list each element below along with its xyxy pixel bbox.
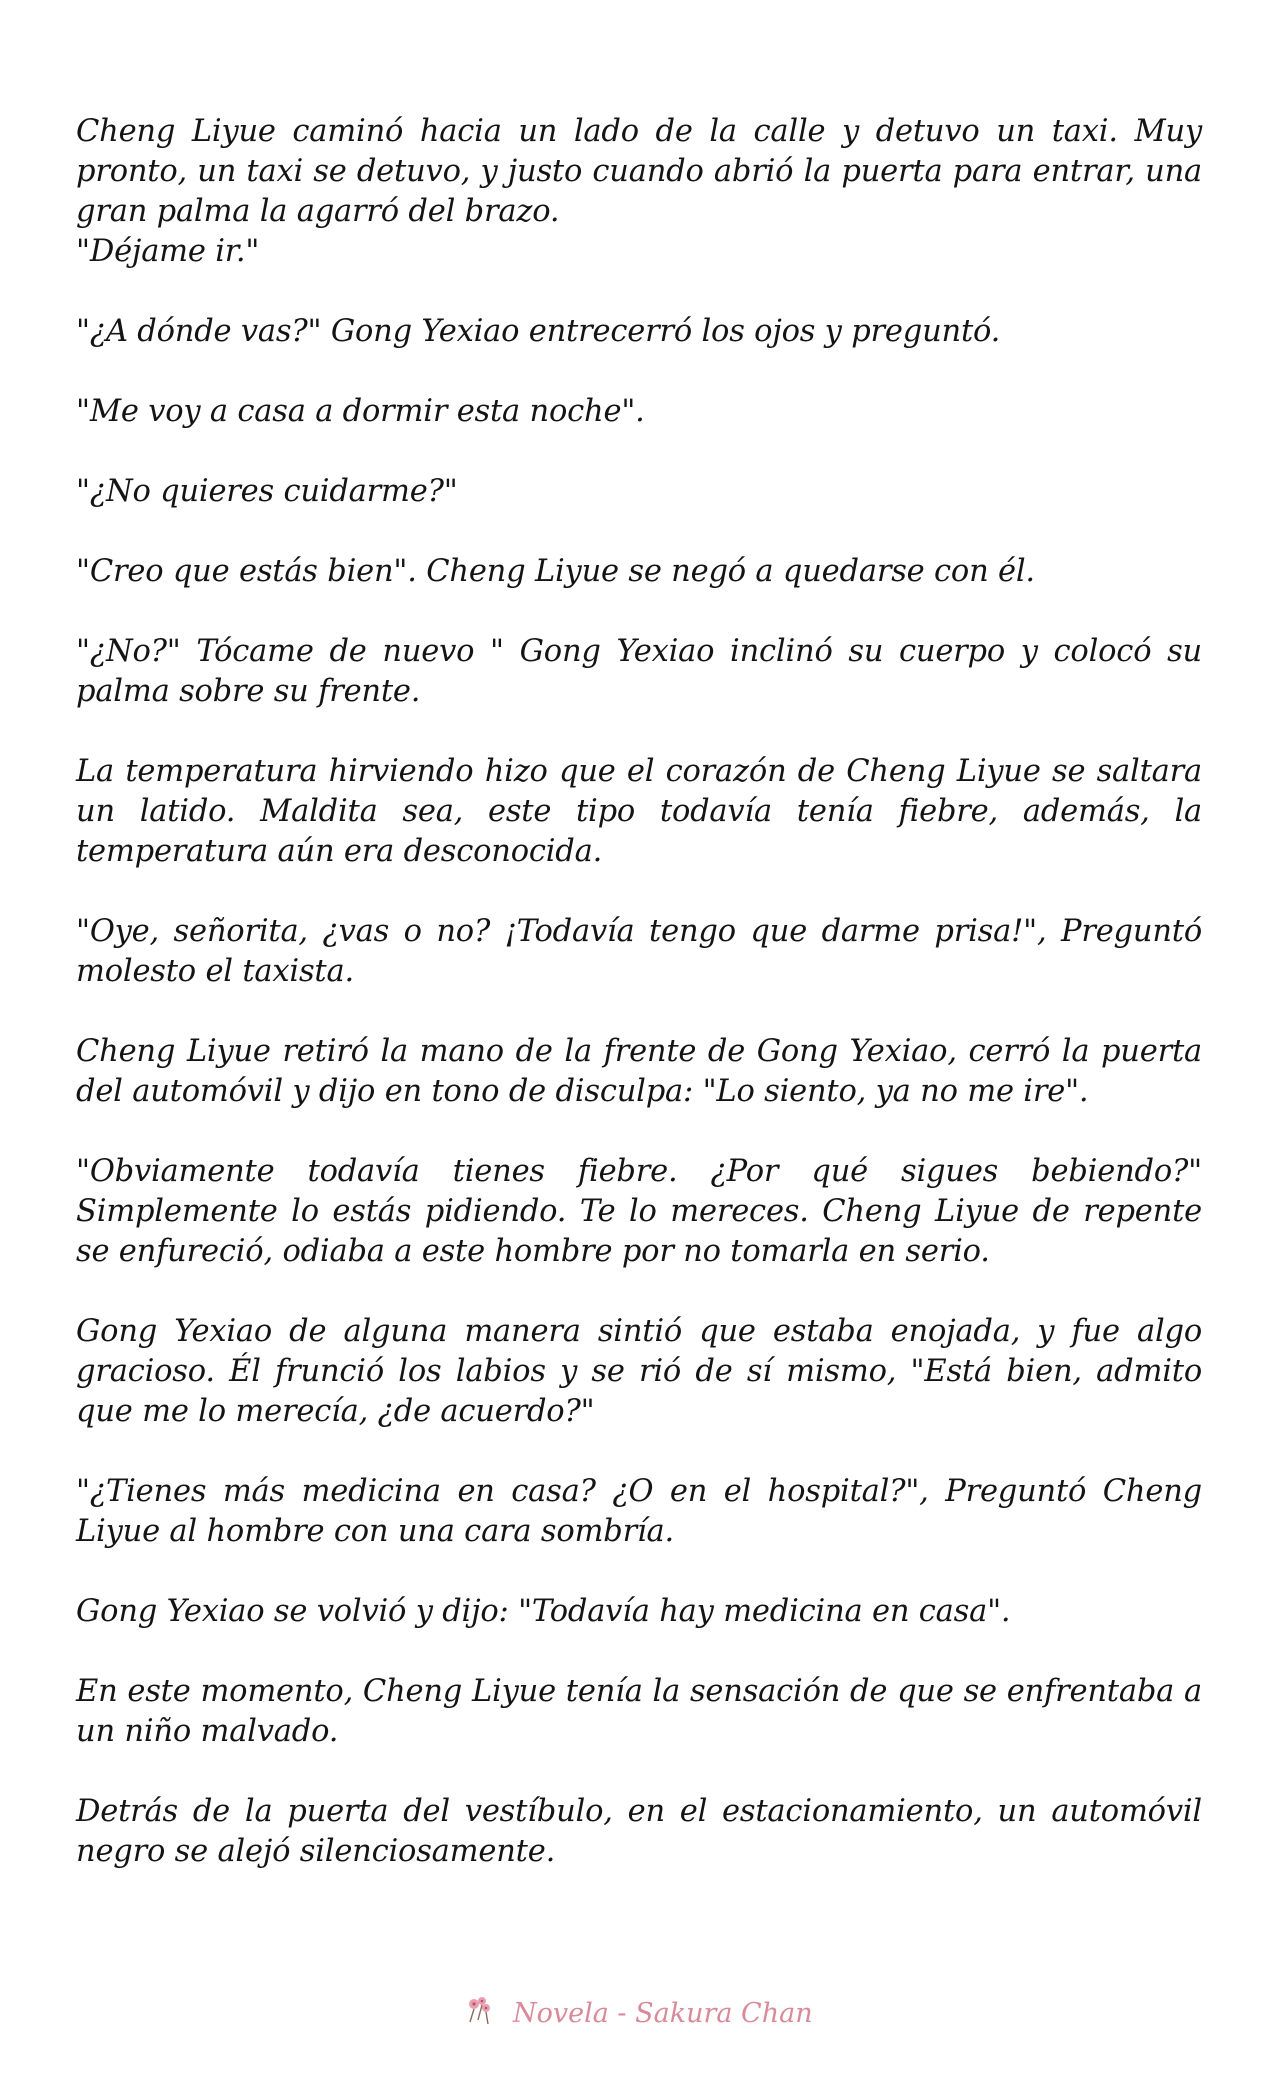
paragraph-10: "Obviamente todavía tienes fiebre. ¿Por qué sigues bebiendo?" Simplemente lo estás pidiendo. Te lo mereces. Cheng Liyue de repente se enfureció, odiaba a este hombre por no tomarla en serio.: [76, 1154, 1202, 1269]
paragraph-15: Detrás de la puerta del vestíbulo, en el estacionamiento, un automóvil negro se alejó silenciosamente.: [76, 1794, 1202, 1869]
paragraph-14: En este momento, Cheng Liyue tenía la sensación de que se enfrentaba a un niño malvado.: [76, 1674, 1202, 1749]
paragraph-1-text: Cheng Liyue caminó hacia un lado de la calle y detuvo un taxi. Muy pronto, un taxi se detuvo, y justo cuando abrió la puerta para entrar, una gran palma la agarró del brazo.: [76, 114, 1202, 229]
paragraph-3: "Me voy a casa a dormir esta noche".: [76, 394, 645, 429]
paragraph-11: Gong Yexiao de alguna manera sintió que estaba enojada, y fue algo gracioso. Él frunció los labios y se rió de sí mismo, "Está bien, admito que me lo merecía, ¿de acuerdo?": [76, 1314, 1202, 1429]
paragraph-12: "¿Tienes más medicina en casa? ¿O en el hospital?", Preguntó Cheng Liyue al hombre con una cara sombría.: [76, 1474, 1202, 1549]
paragraph-13: Gong Yexiao se volvió y dijo: "Todavía hay medicina en casa".: [76, 1594, 1011, 1629]
dialogue-line: "Déjame ir.": [76, 234, 260, 269]
paragraph-6: "¿No?" Tócame de nuevo " Gong Yexiao inclinó su cuerpo y colocó su palma sobre su frente.: [76, 634, 1202, 709]
paragraph-7: La temperatura hirviendo hizo que el corazón de Cheng Liyue se saltara un latido. Maldita sea, este tipo todavía tenía fiebre, además, la temperatura aún era desconocida.: [76, 754, 1202, 869]
paragraph-1: [76, 112, 1202, 272]
paragraph-2: "¿A dónde vas?" Gong Yexiao entrecerró los ojos y preguntó.: [76, 314, 1001, 349]
watermark-footer: [0, 1992, 1275, 2029]
paragraph-4: "¿No quieres cuidarme?": [76, 474, 458, 509]
watermark-text: Novela - Sakura Chan: [512, 1998, 813, 2029]
sakura-flower-icon: [462, 1992, 498, 2028]
paragraph-5: "Creo que estás bien". Cheng Liyue se negó a quedarse con él.: [76, 554, 1035, 589]
document-body: [76, 112, 1202, 1912]
paragraph-8: "Oye, señorita, ¿vas o no? ¡Todavía tengo que darme prisa!", Preguntó molesto el taxista.: [76, 914, 1202, 989]
paragraph-9: Cheng Liyue retiró la mano de la frente de Gong Yexiao, cerró la puerta del automóvil y dijo en tono de disculpa: "Lo siento, ya no me ire".: [76, 1034, 1202, 1109]
